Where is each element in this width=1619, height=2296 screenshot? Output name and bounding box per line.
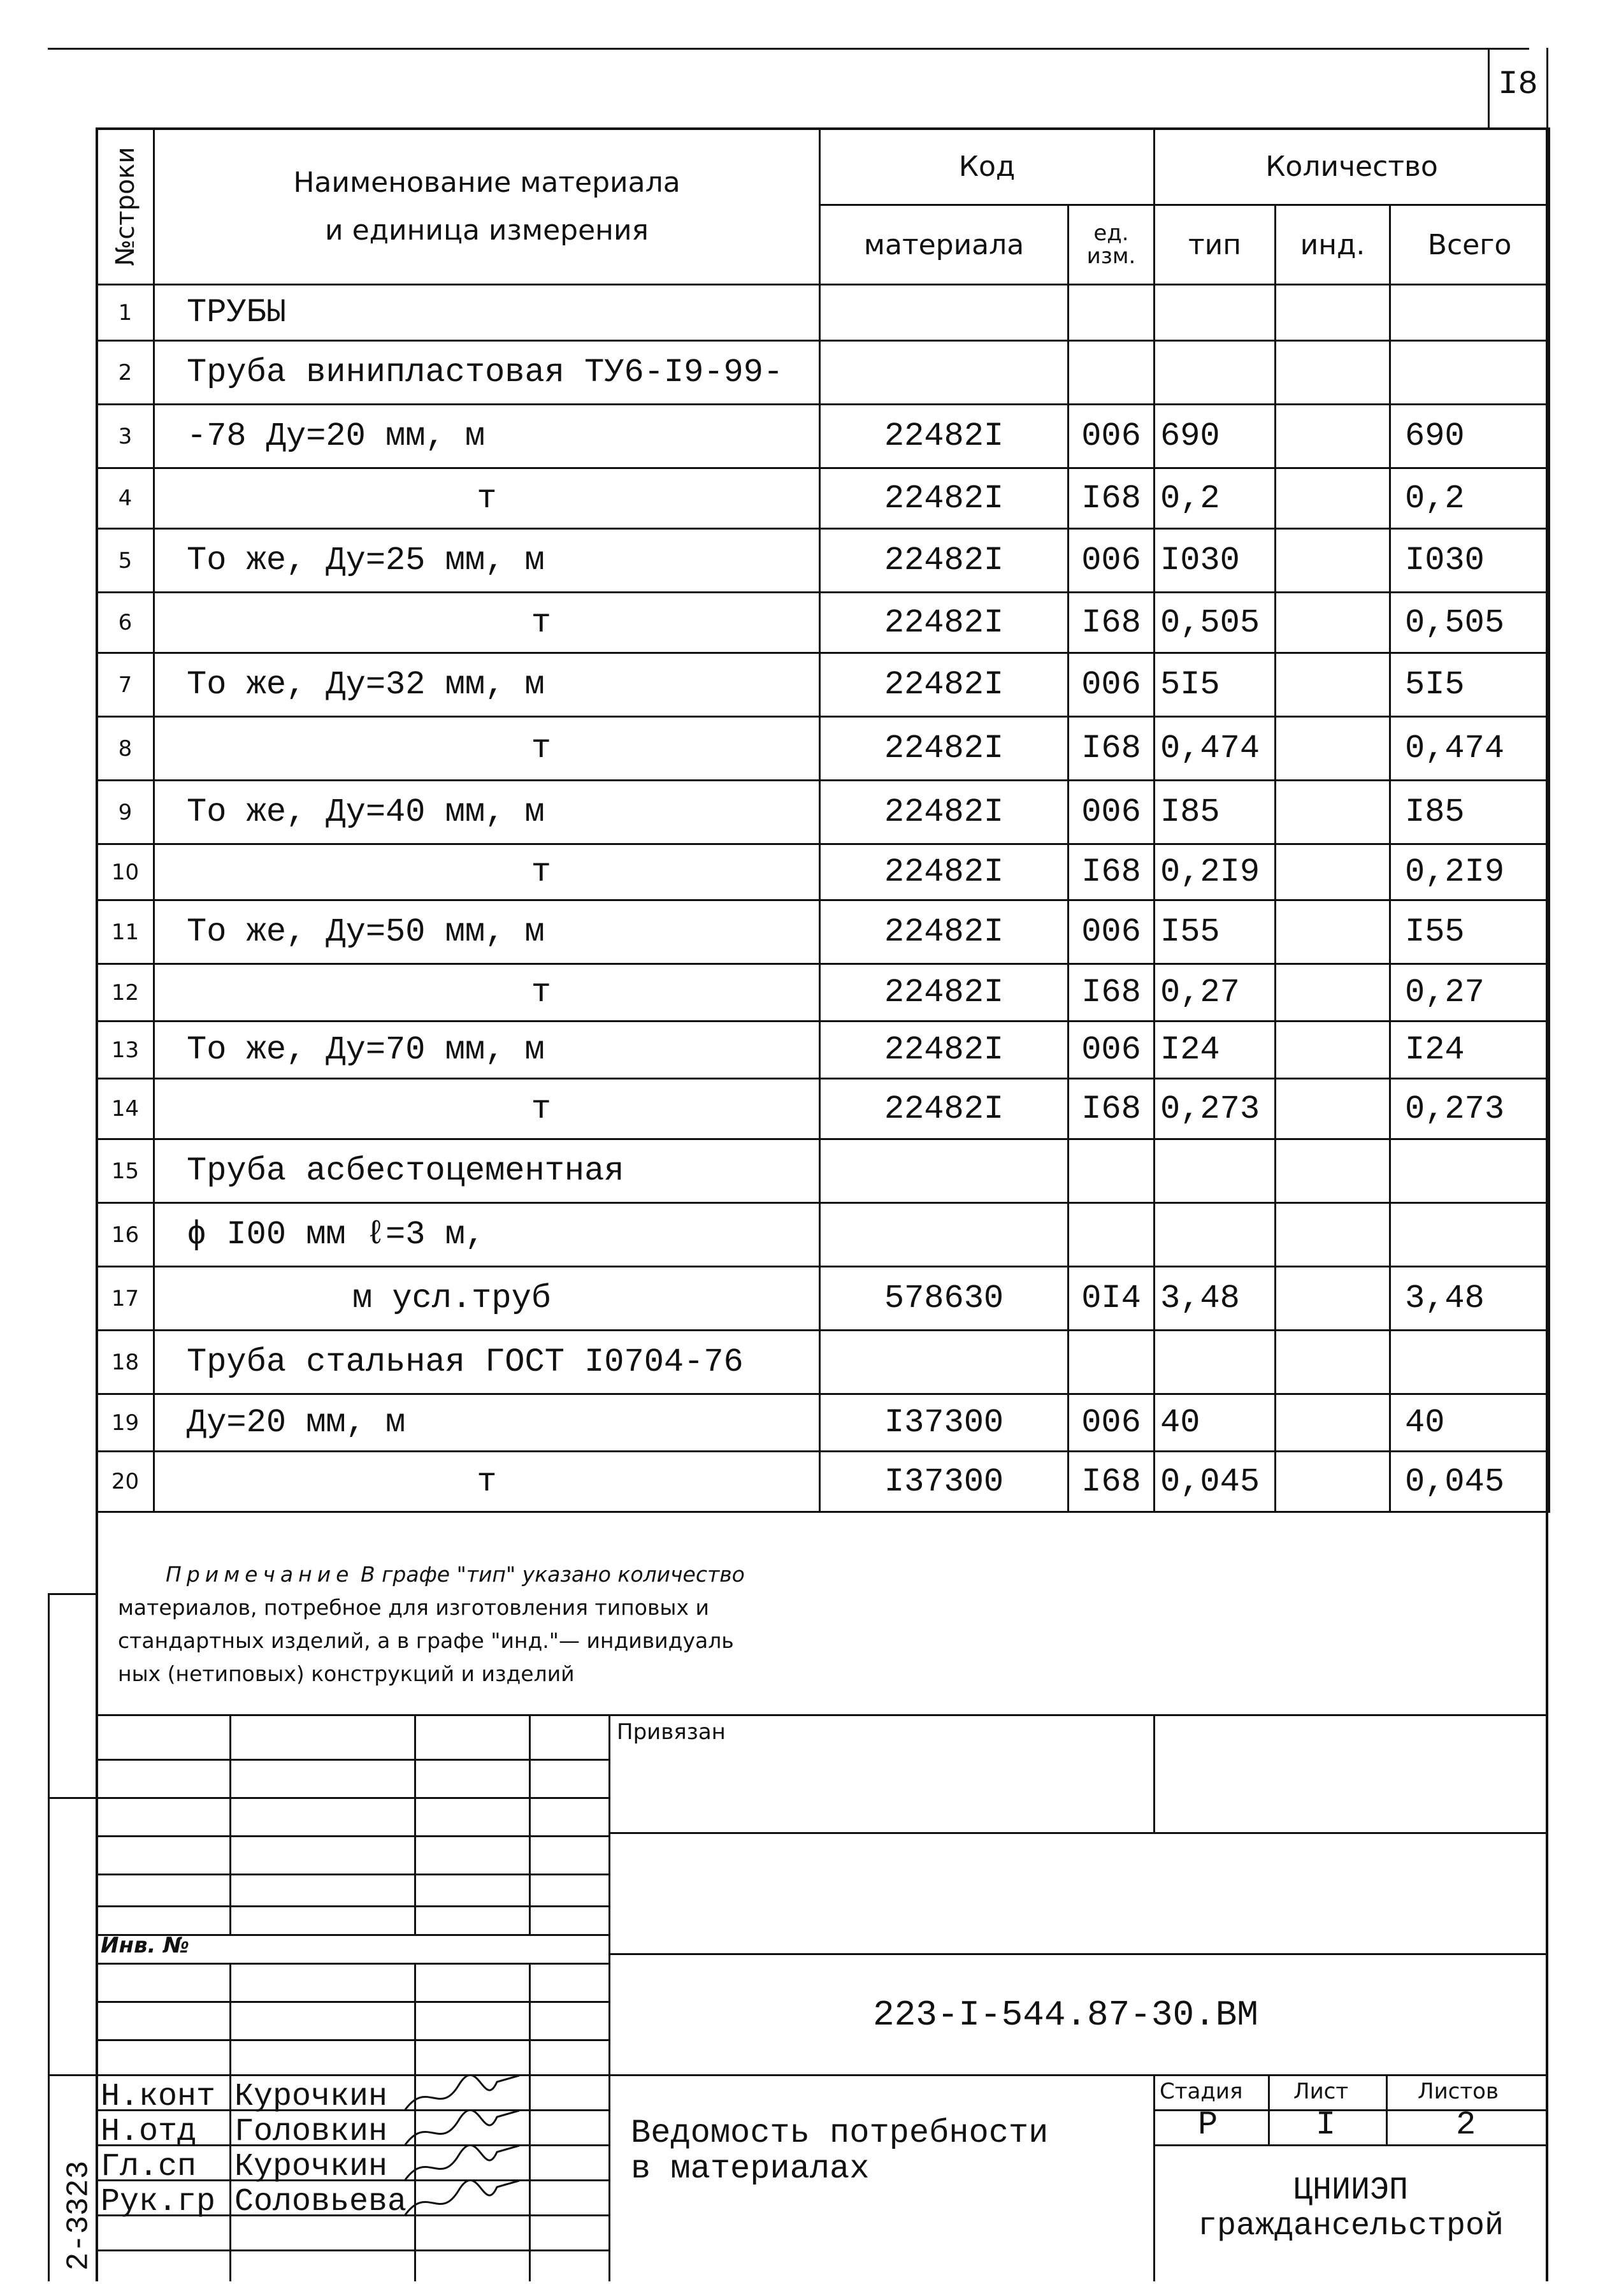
row-number: 18: [97, 1331, 154, 1394]
org-line1: ЦНИИЭП: [1293, 2172, 1409, 2209]
unit-code: [1069, 1203, 1155, 1267]
qty-total: 5I5: [1390, 653, 1550, 717]
material-code: 22482I: [820, 964, 1069, 1022]
material-code: 22482I: [820, 1079, 1069, 1139]
stamp-col1b: [229, 1963, 231, 2281]
table-row: [97, 285, 1550, 341]
qty-ind: [1276, 341, 1390, 405]
row-number: 4: [97, 468, 154, 529]
material-code: 22482I: [820, 781, 1069, 844]
attached-bottom: [608, 1832, 1548, 1834]
unit-code: [1069, 285, 1155, 341]
page-number: I8: [1498, 66, 1538, 103]
unit-code: 006: [1069, 653, 1155, 717]
row-number: 9: [97, 781, 154, 844]
qty-total: [1390, 1139, 1550, 1203]
qty-total: 0,2I9: [1390, 844, 1550, 900]
note-line1-text: В графе "тип" указано количество: [354, 1562, 745, 1587]
material-name: То же, Ду=40 мм, м: [154, 781, 820, 844]
material-name: То же, Ду=70 мм, м: [154, 1022, 820, 1079]
name-header-line2: и единица измерения: [324, 214, 649, 247]
qty-type: 0,2: [1155, 468, 1276, 529]
material-name: ϕ I00 мм ℓ=3 м,: [154, 1203, 820, 1267]
unit-code: I68: [1069, 964, 1155, 1022]
qty-ind: [1276, 964, 1390, 1022]
qty-type: 690: [1155, 405, 1276, 468]
row-number: 10: [97, 844, 154, 900]
stage-value-line: [1153, 2144, 1548, 2146]
side-code: 2-3323: [62, 2160, 97, 2271]
row-number: 5: [97, 529, 154, 593]
material-name: Ду=20 мм, м: [154, 1394, 820, 1452]
table-row: [97, 1022, 1550, 1079]
qty-type: 0,27: [1155, 964, 1276, 1022]
row-number-header-text: №строки: [110, 147, 140, 266]
document-code: 223-I-544.87-30.ВМ: [873, 1995, 1258, 2035]
qty-total: [1390, 341, 1550, 405]
material-code: [820, 285, 1069, 341]
unit-code: 006: [1069, 1022, 1155, 1079]
qty-total: 3,48: [1390, 1267, 1550, 1331]
table-row: [97, 781, 1550, 844]
qty-type: I55: [1155, 900, 1276, 964]
qty-ind: [1276, 717, 1390, 781]
material-name: м усл.труб: [154, 1267, 820, 1331]
stamp-col2: [414, 1714, 416, 1934]
stamp-row: [96, 1835, 608, 1837]
table-row: [97, 1203, 1550, 1267]
sheets-value: 2: [1456, 2106, 1476, 2144]
row-number: 13: [97, 1022, 154, 1079]
table-row: [97, 1452, 1550, 1512]
material-name: -78 Ду=20 мм, м: [154, 405, 820, 468]
material-name: т: [154, 844, 820, 900]
table-row: [97, 593, 1550, 653]
material-code: 22482I: [820, 900, 1069, 964]
qty-ind: [1276, 468, 1390, 529]
material-name: То же, Ду=50 мм, м: [154, 900, 820, 964]
qty-type: 0,474: [1155, 717, 1276, 781]
material-code: 22482I: [820, 653, 1069, 717]
qty-total: 0,474: [1390, 717, 1550, 781]
note-lead: Примечание: [166, 1562, 354, 1587]
note-line1: [118, 1558, 1042, 1591]
unit-code: I68: [1069, 844, 1155, 900]
material-code: 578630: [820, 1267, 1069, 1331]
qty-total: I030: [1390, 529, 1550, 593]
sheet-label: Лист: [1293, 2079, 1349, 2104]
table-row: [97, 844, 1550, 900]
stamp-col3: [529, 1714, 531, 1934]
stamp-col3b: [529, 1963, 531, 2281]
margin-line-top: [48, 1593, 96, 1595]
material-name: Труба стальная ГОСТ I0704-76: [154, 1331, 820, 1394]
stamp-row: [96, 2001, 608, 2003]
unit-code: [1069, 341, 1155, 405]
qty-total: 40: [1390, 1394, 1550, 1452]
qty-ind: [1276, 844, 1390, 900]
qty-ind: [1276, 1022, 1390, 1079]
table-row: [97, 1394, 1550, 1452]
qty-type: 0,505: [1155, 593, 1276, 653]
stage-label: Стадия: [1160, 2079, 1243, 2104]
table-row: [97, 529, 1550, 593]
row-number: 6: [97, 593, 154, 653]
unit-code: [1069, 1331, 1155, 1394]
qty-ind: [1276, 405, 1390, 468]
title-line2: в материалах: [631, 2150, 870, 2188]
signatory-role: Н.конт: [101, 2079, 216, 2115]
page-number-box: [1488, 48, 1548, 127]
attached-divider: [1153, 1714, 1155, 1832]
code-bottom: [608, 2074, 1548, 2076]
note-line2: материалов, потребное для изготовления типовых и: [118, 1595, 709, 1620]
qty-type: [1155, 285, 1276, 341]
qty-ind: [1276, 1452, 1390, 1512]
qty-ind: [1276, 653, 1390, 717]
qty-type: 0,273: [1155, 1079, 1276, 1139]
attached-label: Привязан: [617, 1719, 726, 1745]
material-code: 22482I: [820, 717, 1069, 781]
material-name: т: [154, 717, 820, 781]
material-name: То же, Ду=25 мм, м: [154, 529, 820, 593]
name-header-line1: Наименование материала: [293, 166, 680, 199]
stamp-row: [96, 1905, 608, 1907]
material-name: т: [154, 1452, 820, 1512]
row-number: 8: [97, 717, 154, 781]
table-row: [97, 1079, 1550, 1139]
table-row: [97, 653, 1550, 717]
signature-icon: [401, 2177, 529, 2222]
qty-ind: [1276, 1139, 1390, 1203]
material-name: Труба асбестоцементная: [154, 1139, 820, 1203]
material-code: 22482I: [820, 593, 1069, 653]
table-row: [97, 341, 1550, 405]
qty-ind: [1276, 1203, 1390, 1267]
signatory-role: Гл.сп: [101, 2149, 197, 2185]
unit-code: I68: [1069, 593, 1155, 653]
qty-total: [1390, 1203, 1550, 1267]
unit-code: I68: [1069, 1079, 1155, 1139]
row-number-header: [97, 129, 154, 285]
code-header: Код: [820, 129, 1155, 205]
signatory-name: Курочкин: [234, 2149, 388, 2185]
material-name: т: [154, 468, 820, 529]
material-name: ТРУБЫ: [154, 285, 820, 341]
stamp-row: [96, 2074, 608, 2076]
unit-code: 0I4: [1069, 1267, 1155, 1331]
stamp-col1: [229, 1714, 231, 1934]
row-number: 17: [97, 1267, 154, 1331]
material-code: [820, 1139, 1069, 1203]
qty-ind: [1276, 1394, 1390, 1452]
stamp-row: [96, 2249, 608, 2251]
row-number: 20: [97, 1452, 154, 1512]
table-row: [97, 1139, 1550, 1203]
table-row: [97, 1267, 1550, 1331]
qty-total: I85: [1390, 781, 1550, 844]
material-code: 22482I: [820, 844, 1069, 900]
qty-ind: [1276, 781, 1390, 844]
sheet-value: I: [1316, 2106, 1336, 2144]
stamp-row: [96, 1759, 608, 1761]
qty-ind: [1276, 285, 1390, 341]
material-code-header: материала: [820, 205, 1069, 285]
total-header: Всего: [1390, 205, 1550, 285]
qty-total: 0,273: [1390, 1079, 1550, 1139]
note-line4: ных (нетиповых) конструкций и изделий: [118, 1661, 575, 1686]
table-row: [97, 900, 1550, 964]
material-code: I37300: [820, 1452, 1069, 1512]
margin-line: [48, 1593, 50, 2281]
qty-total: [1390, 1331, 1550, 1394]
qty-ind: [1276, 593, 1390, 653]
qty-ind: [1276, 1331, 1390, 1394]
row-number: 19: [97, 1394, 154, 1452]
table-row: [97, 717, 1550, 781]
title-line1: Ведомость потребности: [631, 2114, 1049, 2152]
material-name: То же, Ду=32 мм, м: [154, 653, 820, 717]
material-code: 22482I: [820, 1022, 1069, 1079]
material-name: т: [154, 593, 820, 653]
material-code: 22482I: [820, 468, 1069, 529]
material-name: т: [154, 1079, 820, 1139]
unit-code: 006: [1069, 1394, 1155, 1452]
row-number: 2: [97, 341, 154, 405]
material-code: [820, 341, 1069, 405]
signatory-name: Курочкин: [234, 2079, 388, 2115]
ind-header: инд.: [1276, 205, 1390, 285]
organization: [1160, 2173, 1542, 2244]
qty-type: 5I5: [1155, 653, 1276, 717]
qty-total: 0,505: [1390, 593, 1550, 653]
stamp-row: [96, 2039, 608, 2041]
unit-code: 006: [1069, 529, 1155, 593]
unit-code: [1069, 1139, 1155, 1203]
qty-type: [1155, 1331, 1276, 1394]
qty-type: 3,48: [1155, 1267, 1276, 1331]
margin-line-low: [48, 2074, 96, 2076]
qty-type: [1155, 341, 1276, 405]
qty-type: I24: [1155, 1022, 1276, 1079]
material-code: 22482I: [820, 405, 1069, 468]
unit-code: I68: [1069, 468, 1155, 529]
unit-header-line2: изм.: [1086, 243, 1136, 269]
row-number: 14: [97, 1079, 154, 1139]
stamp-main-divider: [608, 1714, 610, 2281]
note-line3: стандартных изделий, а в графе "инд."— индивидуаль: [118, 1628, 734, 1653]
qty-ind: [1276, 529, 1390, 593]
qty-total: [1390, 285, 1550, 341]
row-number: 7: [97, 653, 154, 717]
qty-ind: [1276, 900, 1390, 964]
margin-line-mid: [48, 1797, 96, 1799]
stage-divider: [1153, 2074, 1155, 2281]
qty-total: 690: [1390, 405, 1550, 468]
row-number: 15: [97, 1139, 154, 1203]
inv-number-label: Инв. №: [101, 1933, 190, 1958]
table-row: [97, 468, 1550, 529]
sheets-label: Листов: [1418, 2079, 1499, 2104]
stamp-row: [96, 1797, 608, 1799]
unit-code: 006: [1069, 900, 1155, 964]
qty-type: 0,2I9: [1155, 844, 1276, 900]
material-name: т: [154, 964, 820, 1022]
row-number: 12: [97, 964, 154, 1022]
note-block: [118, 1558, 1042, 1691]
qty-total: I55: [1390, 900, 1550, 964]
qty-type: 40: [1155, 1394, 1276, 1452]
material-code: [820, 1203, 1069, 1267]
signatory-name: Головкин: [234, 2114, 388, 2150]
unit-code: 006: [1069, 781, 1155, 844]
table-row: [97, 1331, 1550, 1394]
qty-type: 0,045: [1155, 1452, 1276, 1512]
signatory-role: Н.отд: [101, 2114, 197, 2150]
material-code: I37300: [820, 1394, 1069, 1452]
stamp-top-line: [96, 1714, 1548, 1716]
materials-table: [96, 127, 1550, 1513]
qty-type: I85: [1155, 781, 1276, 844]
material-code: 22482I: [820, 529, 1069, 593]
unit-code: 006: [1069, 405, 1155, 468]
qty-total: 0,045: [1390, 1452, 1550, 1512]
qty-ind: [1276, 1267, 1390, 1331]
document-title: [631, 2116, 1048, 2187]
unit-code-header: [1069, 205, 1155, 285]
code-top: [608, 1953, 1548, 1955]
signatory-name: Соловьева: [234, 2184, 407, 2220]
material-code: [820, 1331, 1069, 1394]
table-row: [97, 964, 1550, 1022]
unit-header-line1: ед.: [1093, 220, 1129, 246]
qty-type: [1155, 1139, 1276, 1203]
org-line2: граждансельстрой: [1197, 2208, 1504, 2244]
stamp-row: [96, 1963, 608, 1965]
material-name: Труба винипластовая ТУ6-I9-99-: [154, 341, 820, 405]
row-number: 3: [97, 405, 154, 468]
stage-value: Р: [1198, 2106, 1218, 2144]
qty-ind: [1276, 1079, 1390, 1139]
qty-type: [1155, 1203, 1276, 1267]
qty-total: 0,2: [1390, 468, 1550, 529]
unit-code: I68: [1069, 717, 1155, 781]
row-number: 16: [97, 1203, 154, 1267]
qty-type: I030: [1155, 529, 1276, 593]
qty-total: 0,27: [1390, 964, 1550, 1022]
row-number: 1: [97, 285, 154, 341]
type-header: тип: [1155, 205, 1276, 285]
top-border-line: [48, 48, 1529, 50]
unit-code: I68: [1069, 1452, 1155, 1512]
quantity-header: Количество: [1155, 129, 1550, 205]
signatory-role: Рук.гр: [101, 2184, 216, 2220]
stamp-row: [96, 1874, 608, 1875]
qty-total: I24: [1390, 1022, 1550, 1079]
table-row: [97, 405, 1550, 468]
row-number: 11: [97, 900, 154, 964]
name-header: [154, 129, 820, 285]
